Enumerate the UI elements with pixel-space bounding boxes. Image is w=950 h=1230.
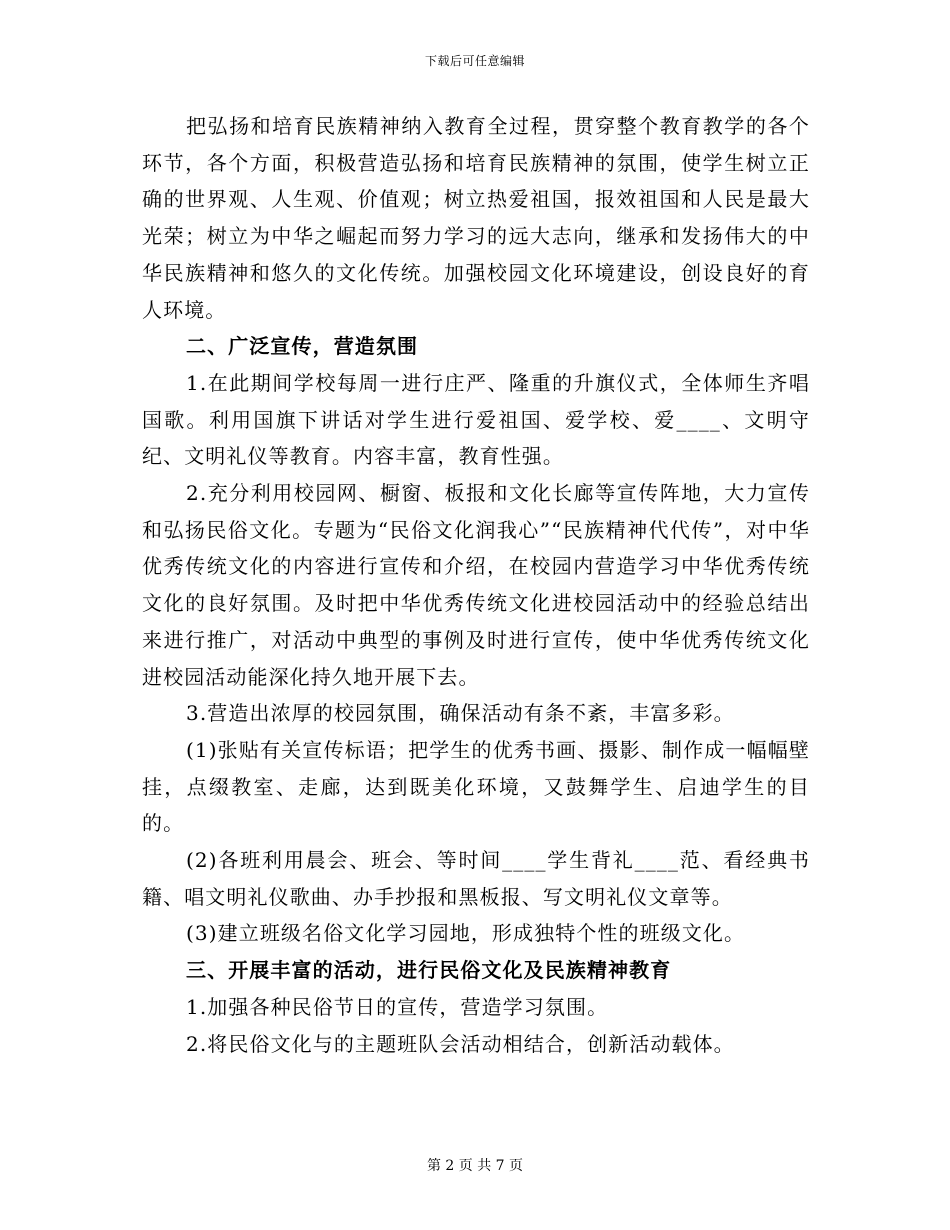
intro-paragraph: 把弘扬和培育民族精神纳入教育全过程，贯穿整个教育教学的各个环节，各个方面，积极营造弘扬和培育民族精神的氛围，使学生树立正确的世界观、人生观、价值观；树立热爱祖国，报效祖国和人民是最大光荣；树立为中华之崛起而努力学习的远大志向，继承和发扬伟大的中华民族精神和悠久的文化传统。加强校园文化环境建设，创设良好的育人环境。 — [142, 114, 810, 322]
page-header: 下载后可任意编辑 — [424, 54, 525, 68]
list-item-1: 1.在此期间学校每周一进行庄严、隆重的升旗仪式，全体师生齐唱国歌。利用国旗下讲话对学生进行爱祖国、爱学校、爱____、文明守纪、文明礼仪等教育。内容丰富，教育性强。 — [142, 370, 810, 469]
page-footer: 第 2 页 共 7 页 — [426, 1158, 524, 1174]
list-item-2: 2.充分利用校园网、橱窗、板报和文化长廊等宣传阵地，大力宣传和弘扬民俗文化。专题为“民俗文化润我心”“民族精神代代传”，对中华优秀传统文化的内容进行宣传和介绍，在校园内营造学习中华优秀传统文化的良好氛围。及时把中华优秀传统文化进校园活动中的经验总结出来进行推广，对活动中典型的事例及时进行宣传，使中华优秀传统文化进校园活动能深化持久地开展下去。 — [142, 481, 810, 689]
activity-item-2: 2.将民俗文化与的主题班队会活动相结合，创新活动载体。 — [186, 1031, 735, 1056]
sub-item-3: (3)建立班级名俗文化学习园地，形成独特个性的班级文化。 — [186, 921, 746, 946]
activity-item-1: 1.加强各种民俗节日的宣传，营造学习氛围。 — [186, 994, 609, 1019]
sub-item-2: (2)各班利用晨会、班会、等时间____学生背礼____范、看经典书籍、唱文明礼仪歌曲、办手抄报和黑板报、写文明礼仪文章等。 — [142, 848, 810, 909]
sub-item-1: (1)张贴有关宣传标语；把学生的优秀书画、摄影、制作成一幅幅壁挂，点缀教室、走廊，达到既美化环境，又鼓舞学生、启迪学生的目的。 — [142, 737, 810, 836]
document-body — [142, 108, 810, 1062]
section-heading-3: 三、开展丰富的活动，进行民俗文化及民族精神教育 — [186, 958, 672, 983]
section-heading-2: 二、广泛宣传，营造氛围 — [186, 334, 419, 359]
list-item-3: 3.营造出浓厚的校园氛围，确保活动有条不紊，丰富多彩。 — [186, 701, 735, 726]
